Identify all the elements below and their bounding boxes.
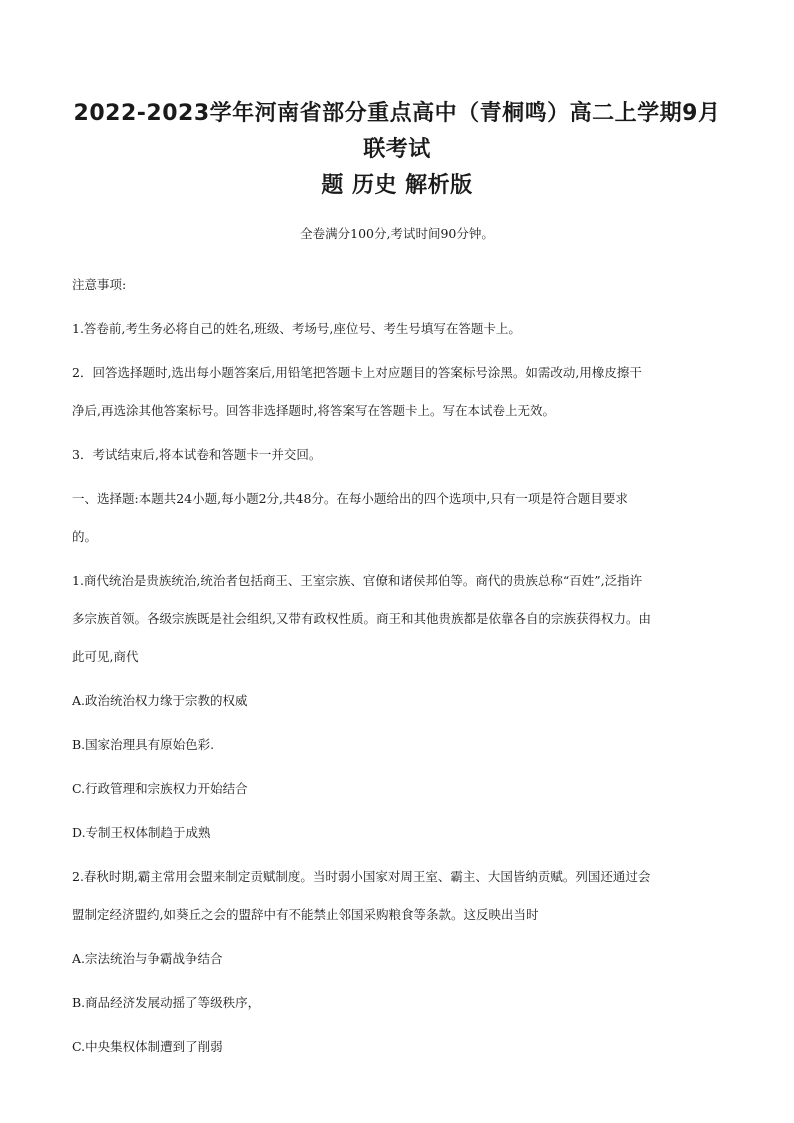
option-c: C.行政管理和宗族权力开始结合	[72, 781, 248, 796]
notice-item-1: 1.答卷前,考生务必将自己的姓名,班级、考场号,座位号、考生号填写在答题卡上。	[72, 321, 521, 336]
section-heading: 一、选择题:本题共24小题,每小题2分,共48分。在每小题给出的四个选项中,只有一项是符合题目要求	[72, 491, 628, 506]
notice-item-2-continued: 净后,再选涂其他答案标号。回答非选择题时,将答案写在答题卡上。写在本试卷上无效。	[72, 403, 555, 418]
section-heading-continued: 的。	[72, 529, 98, 544]
question-stem-line: 此可见,商代	[72, 649, 139, 664]
option-a: A.宗法统治与争霸战争结合	[72, 951, 223, 966]
title-line-1: 2022-2023学年河南省部分重点高中（青桐鸣）高二上学期9月联考试	[73, 101, 721, 162]
option-d: D.专制王权体制趋于成熟	[72, 825, 211, 840]
question-stem-line: 2.春秋时期,霸主常用会盟来制定贡赋制度。当时弱小国家对周王室、霸主、大国皆纳贡赋。列国还通过会	[72, 869, 651, 884]
option-c: C.中央集权体制遭到了削弱	[72, 1039, 223, 1054]
document-title	[72, 96, 722, 204]
notice-item-2: 2．回答选择题时,选出每小题答案后,用铅笔把答题卡上对应题目的答案标号涂黑。如需改动,用橡皮擦干	[72, 365, 642, 380]
option-b: B.国家治理具有原始色彩.	[72, 737, 215, 752]
question-2	[72, 866, 722, 1058]
notice-item-3: 3．考试结束后,将本试卷和答题卡一并交回。	[72, 447, 322, 462]
question-stem-line: 多宗族首领。各级宗族既是社会组织,又带有政权性质。商王和其他贵族都是依靠各自的宗族获得权力。由	[72, 611, 651, 626]
exam-info: 全卷满分100分,考试时间90分钟。	[300, 226, 494, 241]
notice-heading: 注意事项:	[72, 277, 127, 292]
question-1	[72, 570, 722, 844]
option-a: A.政治统治权力缘于宗教的权威	[72, 693, 248, 708]
title-line-2: 题 历史 解析版	[321, 173, 473, 198]
question-stem-line: 盟制定经济盟约,如葵丘之会的盟辞中有不能禁止邻国采购粮食等条款。这反映出当时	[72, 907, 539, 922]
option-b: B.商品经济发展动摇了等级秩序，	[72, 995, 261, 1010]
question-stem-line: 1.商代统治是贵族统治,统治者包括商王、王室宗族、官僚和诸侯邦伯等。商代的贵族总称“百姓”,泛指许	[72, 573, 643, 588]
